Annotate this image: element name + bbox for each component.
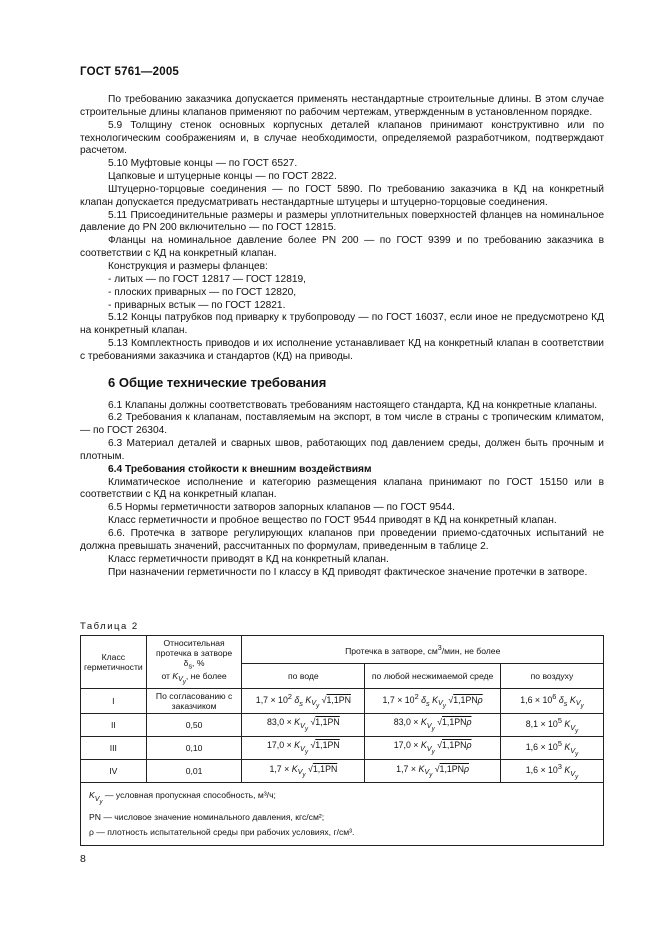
paragraph: При назначении герметичности по I классу в КД приводят фактическое значение протечки в затворе. bbox=[108, 566, 588, 578]
paragraph: 5.13 Комплектность приводов и их исполнение устанавливает КД на конкретный клапан в соответствии с требованиями заказчика и стандартов (КД) на приводы. bbox=[80, 338, 604, 362]
document-header: ГОСТ 5761—2005 bbox=[80, 66, 180, 78]
paragraph: 6.1 Клапаны должны соответствовать требованиям настоящего стандарта, КД на конкретные клапаны. bbox=[108, 399, 598, 411]
body-text bbox=[80, 94, 604, 579]
spacer bbox=[80, 364, 604, 370]
leakage-table bbox=[80, 635, 604, 846]
note-pn: PN — числовое значение номинального давления, кгс/см²; bbox=[89, 812, 325, 823]
paragraph: Фланцы на номинальное давление более PN 200 — по ГОСТ 9399 и по требованию заказчика в соответствии с КД на конкретный клапан. bbox=[80, 235, 604, 260]
cell-air-formula: $1,6 \times 10^3$ $K_{V_y}$ bbox=[500, 760, 603, 783]
cell-relative: 0,50 bbox=[146, 713, 242, 736]
cell-water-formula: $83,0 \times K_{V_y}$ √1,1PN bbox=[242, 713, 365, 736]
cell-class: III bbox=[81, 736, 147, 759]
paragraph: Климатическое исполнение и категорию размещения клапана принимают по ГОСТ 15150 или в соответствии с КД на конкретный клапан. bbox=[80, 476, 604, 501]
table-caption: Таблица 2 bbox=[80, 621, 139, 632]
table-notes bbox=[81, 783, 604, 846]
cell-relative: По согласованию с заказчиком bbox=[146, 688, 242, 713]
list-item: - приварных встык — по ГОСТ 12821. bbox=[108, 299, 286, 311]
note-rho: ρ — плотность испытательной среды при рабочих условиях, г/см³. bbox=[89, 827, 355, 838]
header-water: по воде bbox=[242, 663, 365, 688]
cell-class: IV bbox=[81, 760, 147, 783]
header-relative-leak: Относительная протечка в затворе $\delta_s$, % от $K_{V_y}$, не более bbox=[146, 636, 242, 689]
cell-relative: 0,10 bbox=[146, 736, 242, 759]
paragraph: Класс герметичности и пробное вещество по ГОСТ 9544 приводят в КД на конкретный клапан. bbox=[108, 515, 557, 527]
table-row bbox=[81, 688, 604, 713]
cell-liquid-formula: $17,0 \times K_{V_y}$ √1,1PNρ bbox=[365, 736, 501, 759]
subsection-heading: 6.4 Требования стойкости к внешним воздействиям bbox=[108, 463, 372, 475]
table-header-row bbox=[81, 636, 604, 664]
cell-water-formula: $17,0 \times K_{V_y}$ √1,1PN bbox=[242, 736, 365, 759]
paragraph: 6.6. Протечка в затворе регулирующих клапанов при проведении приемо-сдаточных испытаний не должна превышать значений, рассчитанных по формулам, приведенным в таблице 2. bbox=[80, 528, 604, 552]
paragraph: Штуцерно-торцовые соединения — по ГОСТ 5890. По требованию заказчика в КД на конкретный клапан допускается предусматривать нестандартные штуцеры и штуцерно-торцовые соединения. bbox=[80, 183, 604, 208]
cell-relative: 0,01 bbox=[146, 760, 242, 783]
table-row bbox=[81, 760, 604, 783]
paragraph: 6.2 Требования к клапанам, поставляемым на экспорт, в том числе в страны с тропическим климатом, — по ГОСТ 26304. bbox=[80, 412, 604, 437]
cell-air-formula: $1,6 \times 10^5$ $K_{V_y}$ bbox=[500, 736, 603, 759]
paragraph: Конструкция и размеры фланцев: bbox=[108, 260, 268, 272]
paragraph: 6.3 Материал деталей и сварных швов, работающих под давлением среды, должен быть прочным и плотным. bbox=[80, 438, 604, 462]
note-kv: $K_{V_y}$ — условная пропускная способность, м³/ч; bbox=[89, 790, 276, 806]
cell-water-formula: $1,7 \times K_{V_y}$ √1,1PN bbox=[242, 760, 365, 783]
table-notes-row bbox=[81, 783, 604, 846]
paragraph: 5.12 Концы патрубков под приварку к трубопроводу — по ГОСТ 16037, если иное не предусмотрено КД на конкретный клапан. bbox=[80, 312, 604, 337]
paragraph: 5.11 Присоединительные размеры и размеры уплотнительных поверхностей фланцев на номинальное давление до PN 200 включительно — по ГОСТ 12815. bbox=[80, 209, 604, 234]
cell-air-formula: $1,6 \times 10^6$ $\delta_s$ $K_{V_y}$ bbox=[500, 688, 603, 713]
paragraph: Цапковые и штуцерные концы — по ГОСТ 2822. bbox=[108, 171, 337, 183]
header-class: Класс герметичности bbox=[81, 636, 147, 689]
table-row bbox=[81, 736, 604, 759]
cell-class: I bbox=[81, 688, 147, 713]
list-item: - плоских приварных — по ГОСТ 12820, bbox=[108, 286, 297, 298]
cell-class: II bbox=[81, 713, 147, 736]
section-title: 6 Общие технические требования bbox=[108, 374, 327, 390]
cell-air-formula: $8,1 \times 10^5$ $K_{V_y}$ bbox=[500, 713, 603, 736]
paragraph: 6.5 Нормы герметичности затворов запорных клапанов — по ГОСТ 9544. bbox=[108, 502, 455, 514]
header-air: по воздуху bbox=[500, 663, 603, 688]
page-number: 8 bbox=[80, 853, 86, 865]
cell-liquid-formula: $1,7 \times 10^2$ $\delta_s$ $K_{V_y}$ √1,1PNρ bbox=[365, 688, 501, 713]
table-row bbox=[81, 713, 604, 736]
paragraph: 5.10 Муфтовые концы — по ГОСТ 6527. bbox=[108, 158, 298, 170]
header-leak: Протечка в затворе, $см^3$/мин, не более bbox=[242, 636, 604, 664]
paragraph: 5.9 Толщину стенок основных корпусных деталей клапанов принимают конструктивно или по технологическим соображениям и, в случае необходимости, определяемой разработчиком, подтверждают расчетом. bbox=[80, 119, 604, 157]
cell-water-formula: $1,7 \times 10^2$ $\delta_s$ $K_{V_y}$ √1,1PN bbox=[242, 688, 365, 713]
cell-liquid-formula: $83,0 \times K_{V_y}$ √1,1PNρ bbox=[365, 713, 501, 736]
header-liquid: по любой несжимаемой среде bbox=[365, 663, 501, 688]
paragraph: Класс герметичности приводят в КД на конкретный клапан. bbox=[108, 553, 389, 565]
list-item: - литых — по ГОСТ 12817 — ГОСТ 12819, bbox=[108, 273, 307, 285]
cell-liquid-formula: $1,7 \times K_{V_y}$ √1,1PNρ bbox=[365, 760, 501, 783]
paragraph: По требованию заказчика допускается применять нестандартные строительные длины. В этом случае строительные длины клапанов применяют по рабочим чертежам, утвержденным в установленном порядке. bbox=[80, 94, 604, 118]
